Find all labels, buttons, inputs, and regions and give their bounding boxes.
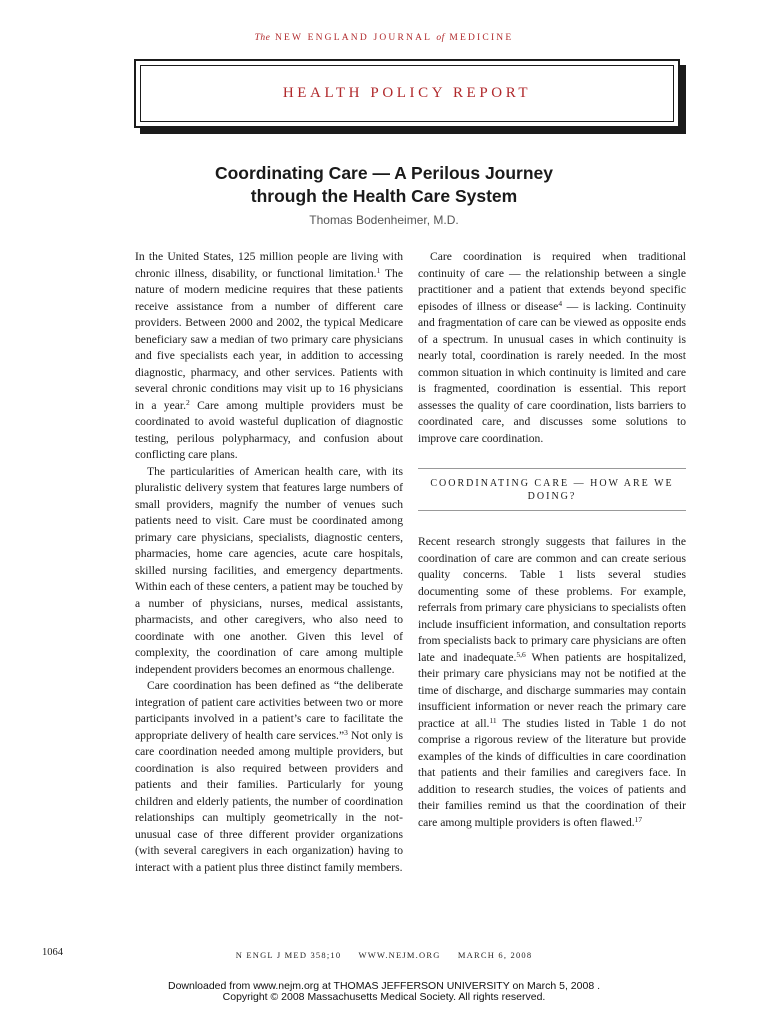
journal-header-part2: MEDICINE xyxy=(449,33,514,43)
article-title xyxy=(0,162,768,208)
footer-citation: N ENGL J MED 358;10 xyxy=(235,950,342,960)
p4-text-a: Care coordination is required when traditional continuity of care — the relationship between a single practitioner and a patient that extends beyond specific episodes of illness or disease xyxy=(418,250,686,313)
page-footer xyxy=(0,950,768,960)
download-notice xyxy=(0,981,768,1003)
download-line-1: Downloaded from www.nejm.org at THOMAS JEFFERSON UNIVERSITY on March 5, 2008 . xyxy=(167,980,600,992)
journal-header xyxy=(0,33,768,43)
p3-text-b: Not only is care coordination needed among multiple providers, but coordination is also required between providers and patients and their families. Particularly for young children and elderly patients, the number of coordination relationships can multiply geometrically in the not-unusual case of three different provider organizations (with several caregivers in each organization) having to interact with a patient plus three distinct family members. xyxy=(135,728,403,874)
paragraph-2: The particularities of American health care, with its pluralistic delivery system that features large numbers of small providers, magnify the number of venues such patients need to visit. Care must be coordinated among primary care physicians, specialists, diagnostic centers, pharmacies, home care agencies, acute care hospitals, skilled nursing facilities, and emergency departments. Within each of these centers, a patient may be touched by a number of physicians, nurses, medical assistants, pharmacists, and other caregivers, who also need to coordinate with one another. Given this level of complexity, the coordination of care among multiple independent providers becomes an enormous challenge. xyxy=(135,464,403,676)
journal-header-the: The xyxy=(254,33,271,43)
paragraph-3 xyxy=(135,678,403,876)
section-heading: COORDINATING CARE — HOW ARE WE DOING? xyxy=(418,468,686,511)
reference-4: 4 xyxy=(558,298,563,308)
section-label-box xyxy=(134,59,680,128)
article-title-line1: Coordinating Care — A Perilous Journey xyxy=(214,163,554,183)
p1-text-a: In the United States, 125 million people are living with chronic illness, disability, or functional limitation. xyxy=(135,250,403,280)
page-number: 1064 xyxy=(42,947,63,958)
section-label: HEALTH POLICY REPORT xyxy=(282,85,532,101)
reference-5-6: 5,6 xyxy=(516,649,526,659)
paragraph-5 xyxy=(418,534,686,831)
article-author: Thomas Bodenheimer, M.D. xyxy=(309,213,459,227)
right-column xyxy=(418,249,686,831)
p1-text-c: Care among multiple providers must be coordinated to avoid wasteful duplication of diagnostic testing, perilous polypharmacy, and confusion about conflicting care plans. xyxy=(135,398,403,461)
p1-text-b: The nature of modern medicine requires that these patients receive assistance from a number of different care providers. Between 2000 and 2002, the typical Medicare beneficiary saw a median of two primary care physicians and five specialists each year, in addition to accessing diagnostic, pharmacy, and other services. Patients with several chronic conditions may visit up to 16 physicians in a year. xyxy=(135,266,403,412)
reference-2: 2 xyxy=(186,397,190,407)
paragraph-4 xyxy=(418,249,686,447)
article-title-line2: through the Health Care System xyxy=(250,186,518,206)
p5-text-b: When patients are hospitalized, their primary care physicians may not be notified at the time of discharge, and discharge summaries may contain insufficient information or never reach the primary care practice at all. xyxy=(418,650,687,730)
section-label-inner xyxy=(140,65,674,122)
p3-text-a: Care coordination has been defined as “the deliberate integration of patient care activities between two or more participants involved in a patient’s care to facilitate the appropriate delivery of health care services.” xyxy=(135,679,403,742)
p4-text-b: — is lacking. Continuity and fragmentation of care can be viewed as opposite ends of a spectrum. In unusual cases in which continuity is nearly total, coordination is rarely needed. In the most common situation in which continuity is limited and care is fragmented, coordination is essential. This report assesses the quality of care coordination, lists barriers to coordinated care, and discusses some solutions to improve care coordination. xyxy=(418,299,686,445)
journal-header-of: of xyxy=(436,33,445,43)
footer-date: MARCH 6, 2008 xyxy=(457,950,533,960)
p5-text-a: Recent research strongly suggests that failures in the coordination of care are common and can create serious quality concerns. Table 1 lists several studies documenting some of these problems. For example, referrals from primary care physicians to specialists often include insufficient information, and consultation reports from specialists back to primary care physicians are often late and inadequate. xyxy=(418,535,686,664)
reference-3: 3 xyxy=(344,727,348,737)
reference-11: 11 xyxy=(489,715,497,725)
paragraph-1 xyxy=(135,249,403,464)
footer-website: WWW.NEJM.ORG xyxy=(358,950,441,960)
left-column xyxy=(135,249,403,876)
reference-17: 17 xyxy=(634,814,643,824)
journal-header-part1: NEW ENGLAND JOURNAL xyxy=(274,33,432,43)
copyright-line: Copyright © 2008 Massachusetts Medical Society. All rights reserved. xyxy=(222,991,546,1003)
p5-text-c: The studies listed in Table 1 do not comprise a rigorous review of the literature but provide examples of the kinds of difficulties in care coordination that patients and their families and caregivers face. In addition to research studies, the voices of patients and their families remind us that the coordination of their care among multiple providers is often flawed. xyxy=(418,716,686,829)
reference-1: 1 xyxy=(376,265,381,275)
